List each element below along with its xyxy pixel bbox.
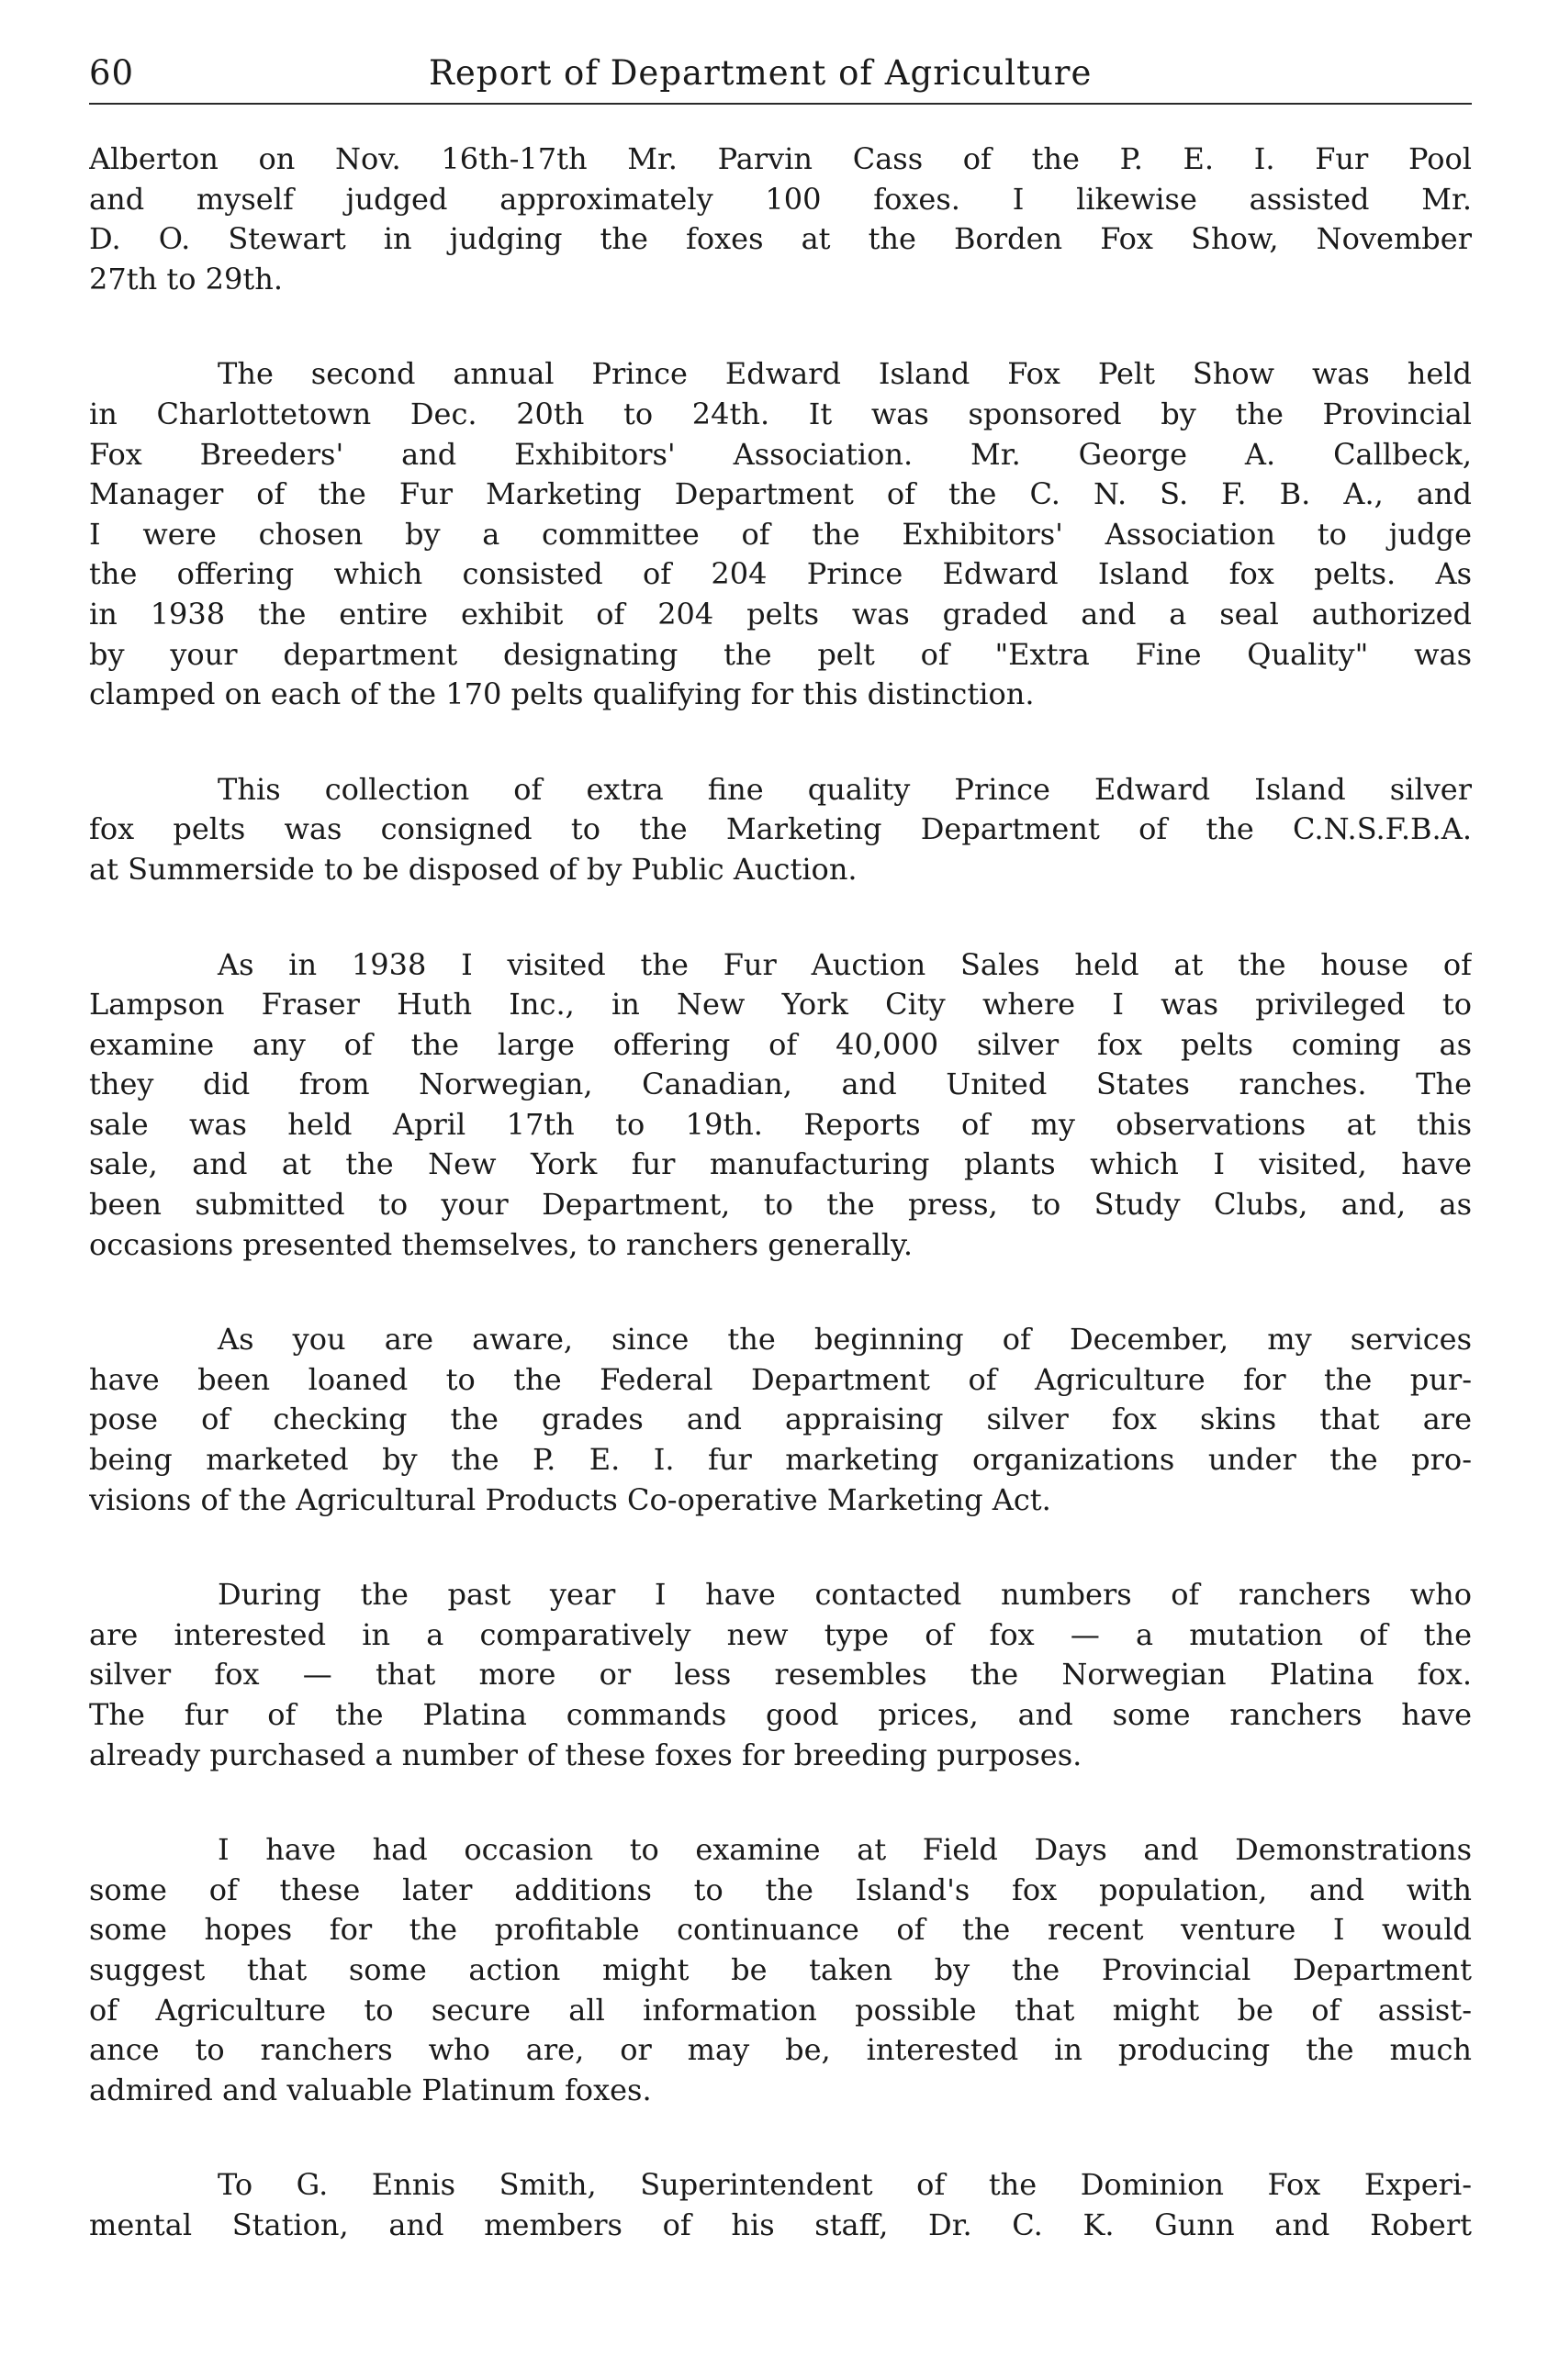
text-line: examine any of the large offering of 40,000 silver fox pelts coming as — [89, 1026, 1472, 1062]
text-line: in Charlottetown Dec. 20th to 24th. It was sponsored by the Provincial — [89, 396, 1472, 431]
text-line: To G. Ennis Smith, Superintendent of the Dominion Fox Experi- — [218, 2167, 1472, 2203]
text-line: sale was held April 17th to 19th. Reports of my observations at this — [89, 1106, 1472, 1142]
text-line: ance to ranchers who are, or may be, interested in producing the much — [89, 2032, 1472, 2068]
text-line: some hopes for the profitable continuance of the recent venture I would — [89, 1912, 1472, 1948]
text-line: suggest that some action might be taken by the Provincial Department — [89, 1951, 1472, 1987]
text-line: Alberton on Nov. 16th-17th Mr. Parvin Cass of the P. E. I. Fur Pool — [89, 141, 1472, 176]
text-line: being marketed by the P. E. I. fur marketing organizations under the pro- — [89, 1442, 1472, 1478]
text-line: they did from Norwegian, Canadian, and United States ranches. The — [89, 1067, 1472, 1102]
text-line: the offering which consisted of 204 Prince Edward Island fox pelts. As — [89, 556, 1472, 592]
paragraph-4 — [89, 945, 1472, 1266]
paragraph-6 — [89, 1575, 1472, 1775]
text-line: admired and valuable Platinum foxes. — [89, 2072, 652, 2107]
text-line: Fox Breeders' and Exhibitors' Association. Mr. George A. Callbeck, — [89, 436, 1472, 472]
text-line: are interested in a comparatively new type of fox — a mutation of the — [89, 1616, 1472, 1652]
paragraph-1 — [89, 140, 1472, 299]
text-line: in 1938 the entire exhibit of 204 pelts was graded and a seal authorized — [89, 596, 1472, 631]
text-line: mental Station, and members of his staff, Dr. C. K. Gunn and Robert — [89, 2207, 1472, 2242]
text-line: visions of the Agricultural Products Co-operative Marketing Act. — [89, 1481, 1051, 1517]
text-line: D. O. Stewart in judging the foxes at the Borden Fox Show, November — [89, 221, 1472, 257]
page-number: 60 — [89, 53, 135, 93]
text-line: been submitted to your Department, to the press, to Study Clubs, and, as — [89, 1187, 1472, 1223]
text-line: This collection of extra fine quality Prince Edward Island silver — [218, 771, 1472, 807]
text-line: During the past year I have contacted numbers of ranchers who — [218, 1577, 1472, 1613]
paragraph-7 — [89, 1830, 1472, 2110]
text-line: silver fox — that more or less resembles the Norwegian Platina fox. — [89, 1657, 1472, 1693]
text-line: I have had occasion to examine at Field Days and Demonstrations — [218, 1832, 1472, 1868]
text-line: some of these later additions to the Island's fox population, and with — [89, 1872, 1472, 1907]
text-line: at Summerside to be disposed of by Public Auction. — [89, 851, 858, 887]
running-title: Report of Department of Agriculture — [429, 53, 1093, 93]
paragraph-5 — [89, 1320, 1472, 1520]
text-line: As you are aware, since the beginning of December, my services — [218, 1322, 1472, 1358]
text-line: already purchased a number of these foxes for breeding purposes. — [89, 1737, 1082, 1772]
page-header — [89, 50, 1472, 106]
text-line: 27th to 29th. — [89, 261, 284, 296]
text-line: Lampson Fraser Huth Inc., in New York City where I was privileged to — [89, 987, 1472, 1022]
text-line: of Agriculture to secure all information possible that might be of assist- — [89, 1992, 1472, 2028]
text-line: fox pelts was consigned to the Marketing Department of the C.N.S.F.B.A. — [89, 811, 1472, 847]
text-line: Manager of the Fur Marketing Department of the C. N. S. F. B. A., and — [89, 476, 1472, 512]
text-line: sale, and at the New York fur manufacturing plants which I visited, have — [89, 1146, 1472, 1182]
paragraph-8 — [89, 2165, 1472, 2245]
paragraph-2 — [89, 354, 1472, 714]
text-line: pose of checking the grades and appraising silver fox skins that are — [89, 1402, 1472, 1437]
paragraph-3 — [89, 770, 1472, 890]
text-line: As in 1938 I visited the Fur Auction Sales held at the house of — [218, 946, 1472, 982]
text-line: occasions presented themselves, to ranchers generally. — [89, 1226, 914, 1262]
text-line: and myself judged approximately 100 foxes. I likewise assisted Mr. — [89, 181, 1472, 217]
text-line: by your department designating the pelt of "Extra Fine Quality" was — [89, 636, 1472, 672]
text-line: I were chosen by a committee of the Exhibitors' Association to judge — [89, 516, 1472, 552]
text-line: The second annual Prince Edward Island Fox Pelt Show was held — [218, 356, 1472, 392]
text-line: have been loaned to the Federal Department of Agriculture for the pur- — [89, 1361, 1472, 1397]
text-line: clamped on each of the 170 pelts qualifying for this distinction. — [89, 676, 1035, 712]
text-line: The fur of the Platina commands good prices, and some ranchers have — [89, 1697, 1472, 1732]
body-text — [89, 140, 1472, 2301]
header-rule — [89, 103, 1472, 105]
